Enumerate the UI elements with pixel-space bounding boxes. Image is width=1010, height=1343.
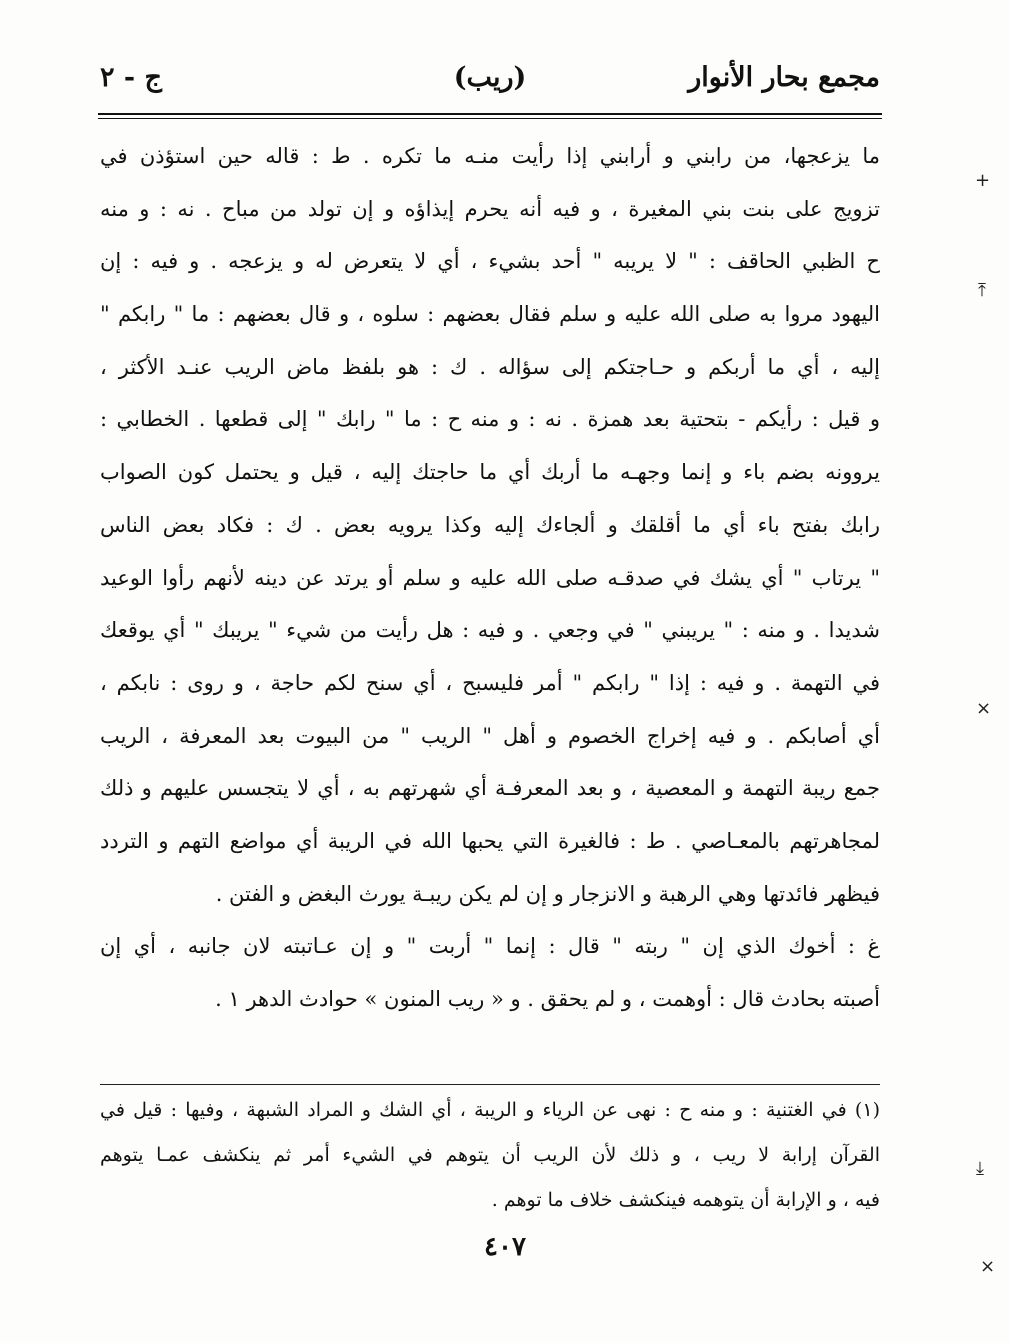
page-number: ٤٠٧ xyxy=(484,1232,526,1262)
margin-mark: × xyxy=(976,698,992,719)
footnote-line: فيه ، و الإرابة أن يتوهمه فينكشف خلاف ما توهم . xyxy=(491,1189,880,1211)
text-line: " يرتاب " أي يشك في صدقـه صلى الله عليه و سلم أو يرتد عن دينه لأنهم رأوا الوعيد xyxy=(100,565,880,590)
footnote-line: القرآن إرابة لا ريب ، و ذلك لأن الريب أن يتوهم في الشيء أمر ثم ينكشف عمـا يتوهم xyxy=(100,1144,880,1166)
running-header xyxy=(100,60,880,110)
text-line: أصبته بحادث قال : أوهمت ، و لم يحقق . و « ريب المنون » حوادث الدهر ١ . xyxy=(215,987,880,1011)
margin-mark: + xyxy=(975,170,991,191)
footnotes xyxy=(100,1088,880,1223)
text-line: فيظهر فائدتها وهي الرهبة و الانزجار و إن لم يكن ريبـة يورث البغض و الفتن . xyxy=(215,881,880,906)
text-line: ما يزعجها، من رابني و أرابني إذا رأيت منـه ما تكره . ط : قاله حين استؤذن في xyxy=(100,144,880,168)
text-line: غ : أخوك الذي إن " ربته " قال : إنما " أربت " و إن عـاتبته لان جانبه ، أي إن xyxy=(100,934,880,959)
header-rule xyxy=(98,113,882,115)
text-line: رابك بفتح باء أي ما أقلقك و ألجاءك إليه وكذا يرويه بعض . ك : فكاد بعض الناس xyxy=(100,512,880,537)
text-line: في التهمة . و فيه : إذا " رابكم " أمر فليسبح ، أي سنح لكم حاجة ، و روى : نابكم ، xyxy=(100,670,880,695)
margin-mark: × xyxy=(980,1256,996,1277)
footnote-separator xyxy=(100,1084,880,1085)
margin-mark: ⤒ xyxy=(978,280,986,301)
margin-mark: ⤓ xyxy=(976,1158,984,1179)
main-text xyxy=(100,130,880,1026)
text-line: أي أصابكم . و فيه إخراج الخصوم و أهل " الريب " من البيوت بعد المعرفة ، الريب xyxy=(100,723,880,748)
book-title: مجمع بحار الأنوار xyxy=(688,62,880,93)
text-line: لمجاهرتهم بالمعـاصي . ط : فالغيرة التي يحبها الله في الريبة أي مواضع التهم و التردد xyxy=(100,828,880,853)
volume-label: ج - ٢ xyxy=(100,62,162,93)
text-line: اليهود مروا به صلى الله عليه و سلم فقال بعضهم : سلوه ، و قال بعضهم : ما " رابكم " xyxy=(100,302,880,327)
footnote-line: (١) في الغتنية : و منه ح : نهى عن الرياء و الريبة ، أي الشك و المراد الشبهة ، وفيها : قيل في xyxy=(100,1099,880,1121)
text-line: ح الظبي الحاقف : " لا يريبه " أحد بشيء ، أي لا يتعرض له و يزعجه . و فيه : إن xyxy=(100,249,880,274)
text-line: شديدا . و منه : " يريبني " في وجعي . و فيه : هل رأيت من شيء " يريبك " أي يوقعك xyxy=(100,618,880,643)
header-rule-thin xyxy=(98,118,882,119)
root-word-heading: (ريب) xyxy=(453,62,527,93)
text-line: جمع ريبة التهمة و المعصية ، و بعد المعرفـة أي شهرتهم به ، أي لا يتجسس عليهم و ذلك xyxy=(100,776,880,801)
text-line: إليه ، أي ما أربكم و حـاجتكم إلى سؤاله . ك : هو بلفظ ماض الريب عنـد الأكثر ، xyxy=(100,354,880,379)
text-line: و قيل : رأيكم - بتحتية بعد همزة . نه : و منه ح : ما " رابك " إلى قطعها . الخطابي : xyxy=(100,407,880,432)
text-line: تزويج على بنت بني المغيرة ، و فيه أنه يحرم إيذاؤه و إن تولد من مباح . نه : و منه xyxy=(100,196,880,221)
text-line: يروونه بضم باء و إنما وجهـه ما أربك أي ما حاجتك إليه ، قيل و يحتمل كون الصواب xyxy=(100,460,880,485)
